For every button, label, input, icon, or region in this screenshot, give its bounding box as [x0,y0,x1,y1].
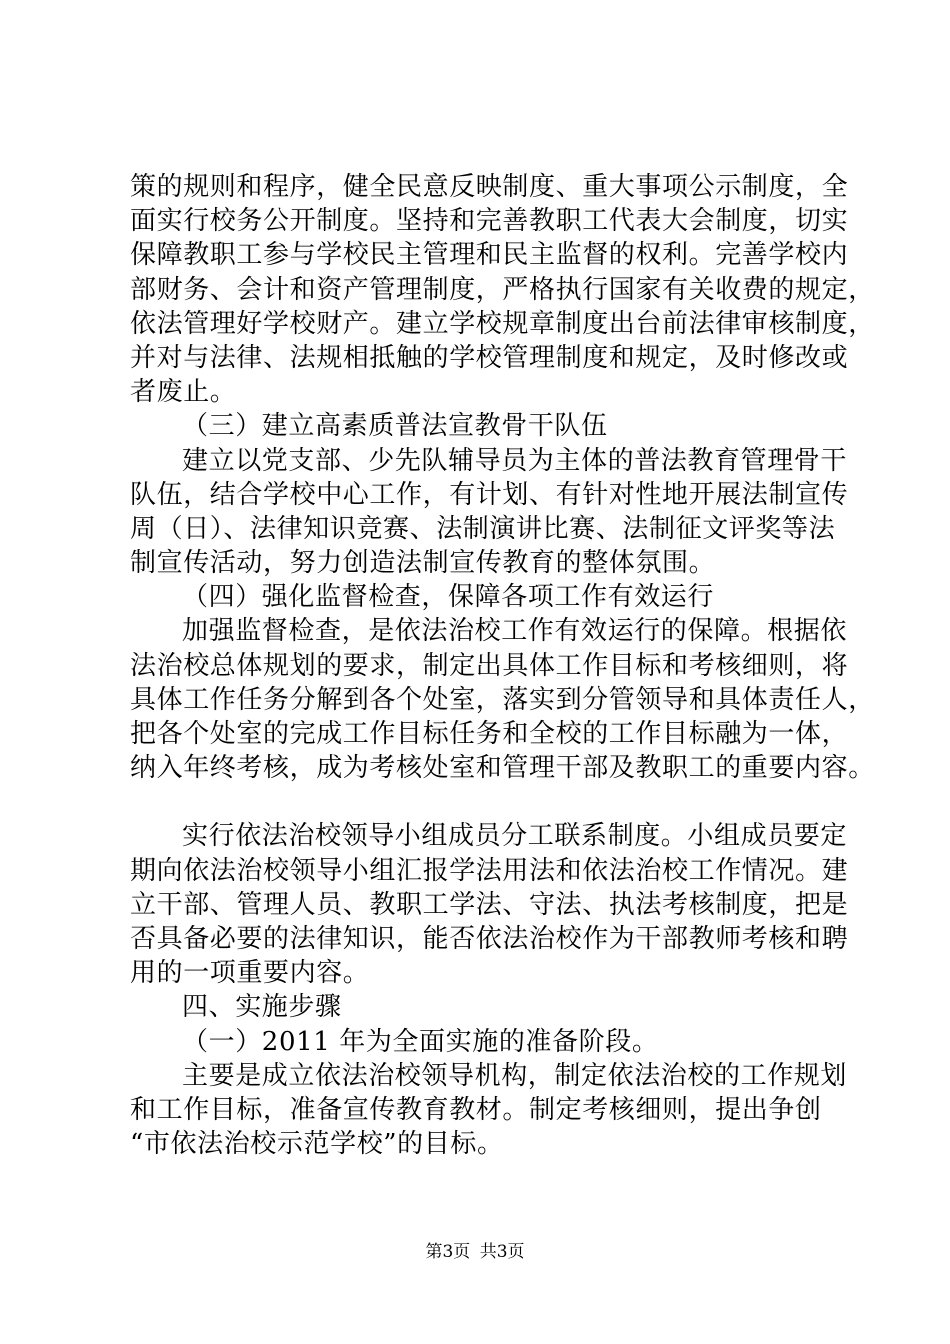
document-body [130,170,875,1161]
section-heading: （四）强化监督检查，保障各项工作有效运行 [182,582,715,613]
text-line: 队伍，结合学校中心工作，有计划、有针对性地开展法制宣传 [130,479,849,510]
page-footer [0,1240,950,1264]
text-line: 者废止。 [130,377,237,408]
text-line: 策的规则和程序，健全民意反映制度、重大事项公示制度，全 [130,172,849,202]
page-number: 第3页 [425,1242,471,1262]
text-line: 纳入年终考核，成为考核处室和管理干部及教职工的重要内容。 [130,753,875,784]
subsection-heading: （一）2011 年为全面实施的准备阶段。 [182,1026,659,1057]
paragraph-first-line: 实行依法治校领导小组成员分工联系制度。小组成员要定 [182,821,848,852]
text-line: 立干部、管理人员、教职工学法、守法、执法考核制度，把是 [130,889,849,920]
paragraph-first-line: 主要是成立依法治校领导机构，制定依法治校的工作规划 [182,1060,848,1091]
text-line: 周（日）、法律知识竞赛、法制演讲比赛、法制征文评奖等法 [130,513,836,544]
text-line: 面实行校务公开制度。坚持和完善教职工代表大会制度，切实 [130,206,849,237]
text-line: 制宣传活动，努力创造法制宣传教育的整体氛围。 [130,548,716,579]
text-line: 和工作目标，准备宣传教育教材。制定考核细则，提出争创 [130,1094,822,1125]
text-line: “市依法治校示范学校”的目标。 [130,1129,504,1160]
text-line: 把各个处室的完成工作目标任务和全校的工作目标融为一体， [130,719,849,749]
section-heading: （三）建立高素质普法宣教骨干队伍 [182,411,608,442]
text-line: 否具备必要的法律知识，能否依法治校作为干部教师考核和聘 [130,923,849,954]
paragraph-first-line: 加强监督检查，是依法治校工作有效运行的保障。根据依 [182,616,848,647]
paragraph-gap [130,785,850,819]
text-line: 并对与法律、法规相抵触的学校管理制度和规定，及时修改或 [130,342,849,373]
text-line: 具体工作任务分解到各个处室，落实到分管领导和具体责任人， [130,684,875,715]
text-line: 用的一项重要内容。 [130,958,370,989]
text-line: 部财务、会计和资产管理制度，严格执行国家有关收费的规定， [130,274,875,305]
text-line: 依法管理好学校财产。建立学校规章制度出台前法律审核制度， [130,308,875,339]
text-line: 期向依法治校领导小组汇报学法用法和依法治校工作情况。建 [130,855,849,886]
text-line: 法治校总体规划的要求，制定出具体工作目标和考核细则，将 [130,650,849,681]
paragraph-first-line: 建立以党支部、少先队辅导员为主体的普法教育管理骨干 [182,445,848,476]
text-line: 保障教职工参与学校民主管理和民主监督的权利。完善学校内 [130,240,849,271]
page-total: 共3页 [479,1242,525,1262]
section-heading: 四、实施步骤 [182,992,342,1023]
